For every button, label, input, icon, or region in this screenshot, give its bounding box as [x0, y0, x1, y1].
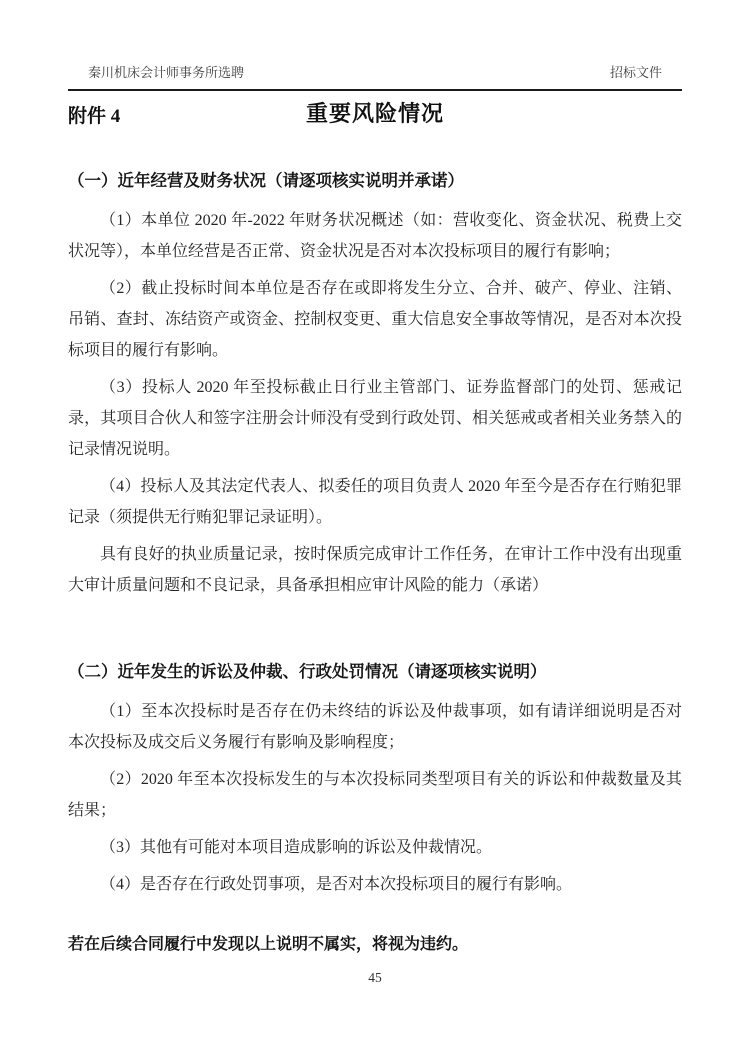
- header-left-text: 秦川机床会计师事务所选聘: [88, 65, 245, 80]
- section-litigation-penalty-status: [68, 656, 682, 900]
- header-right-text: 招标文件: [609, 65, 662, 80]
- section-1-paragraph-1: （1）本单位 2020 年-2022 年财务状况概述（如：营收变化、资金状况、税费上交状况等），本单位经营是否正常、资金状况是否对本次投标项目的履行有影响；: [68, 212, 682, 260]
- section-2-paragraph-1: （1）至本次投标时是否存在仍未终结的诉讼及仲裁事项，如有请详细说明是否对本次投标及成交后义务履行有影响及影响程度；: [68, 703, 682, 751]
- title-row: [68, 98, 682, 130]
- section-1-paragraph-3: （3）投标人 2020 年至投标截止日行业主管部门、证券监督部门的处罚、惩戒记录，其项目合伙人和签字注册会计师没有受到行政处罚、相关惩戒或者相关业务禁入的记录情况说明。: [68, 379, 682, 458]
- page-number: 45: [368, 970, 382, 985]
- section-operating-financial-status: [68, 165, 682, 601]
- breach-warning-note: 若在后续合同履行中发现以上说明不属实，将视为违约。: [68, 936, 469, 953]
- running-header: [68, 64, 682, 91]
- attachment-label: 附件 4: [68, 106, 121, 127]
- section-2-heading: （二）近年发生的诉讼及仲裁、行政处罚情况（请逐项核实说明）: [68, 662, 547, 681]
- page-title: 重要风险情况: [305, 101, 444, 126]
- section-2-paragraph-4: （4）是否存在行政处罚事项，是否对本次投标项目的履行有影响。: [100, 876, 573, 893]
- section-1-paragraph-2: （2）截止投标时间本单位是否存在或即将发生分立、合并、破产、停业、注销、吊销、查封、冻结资产或资金、控制权变更、重大信息安全事故等情况，是否对本次投标项目的履行有影响。: [68, 280, 682, 359]
- section-2-paragraph-3: （3）其他有可能对本项目造成影响的诉讼及仲裁情况。: [100, 839, 493, 856]
- section-1-heading: （一）近年经营及财务状况（请逐项核实说明并承诺）: [68, 171, 464, 190]
- section-2-paragraph-2: （2）2020 年至本次投标发生的与本次投标同类型项目有关的诉讼和仲裁数量及其结果；: [68, 771, 682, 819]
- section-1-paragraph-5: 具有良好的执业质量记录，按时保质完成审计工作任务，在审计工作中没有出现重大审计质量问题和不良记录，具备承担相应审计风险的能力（承诺）: [68, 546, 682, 594]
- section-1-paragraph-4: （4）投标人及其法定代表人、拟委任的项目负责人 2020 年至今是否存在行贿犯罪记录（须提供无行贿犯罪记录证明）。: [68, 478, 682, 526]
